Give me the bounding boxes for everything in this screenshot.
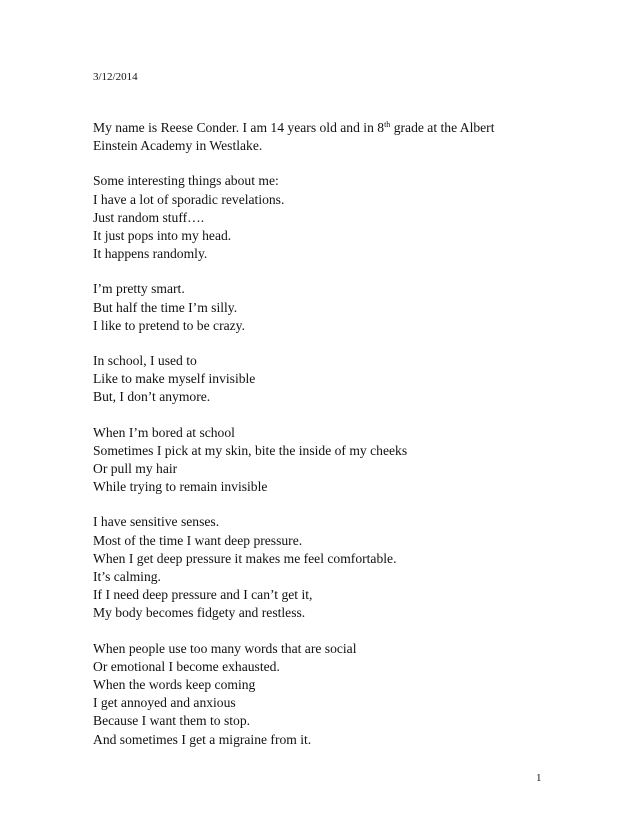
text-line: I have sensitive senses. xyxy=(93,514,220,530)
text-line: Some interesting things about me: xyxy=(93,173,279,189)
text-line: When I’m bored at school xyxy=(93,424,235,440)
text-line: I get annoyed and anxious xyxy=(93,695,236,711)
text-line: Most of the time I want deep pressure. xyxy=(93,532,303,548)
text-line: And sometimes I get a migraine from it. xyxy=(93,731,312,747)
text-line: Sometimes I pick at my skin, bite the inside of my cheeks xyxy=(93,442,408,458)
text-line: When people use too many words that are social xyxy=(93,640,357,656)
text-line: When the words keep coming xyxy=(93,677,256,693)
text-line: I have a lot of sporadic revelations. xyxy=(93,191,285,207)
paragraph-interesting-things xyxy=(93,172,563,263)
text-line: My body becomes fidgety and restless. xyxy=(93,605,306,621)
paragraph-smart-silly xyxy=(93,280,563,335)
paragraph-bored-at-school xyxy=(93,424,563,497)
text-line: When I get deep pressure it makes me feel comfortable. xyxy=(93,550,397,566)
paragraph-too-many-words xyxy=(93,640,563,749)
text-line: Like to make myself invisible xyxy=(93,371,256,387)
text-line: It happens randomly. xyxy=(93,246,208,262)
intro-line: Einstein Academy in Westlake. xyxy=(93,138,263,154)
text-line: But half the time I’m silly. xyxy=(93,299,238,315)
intro-line xyxy=(93,119,563,137)
intro-text-start: My name is Reese Conder. I am 14 years old and in 8 xyxy=(93,120,385,135)
paragraph-sensitive-senses xyxy=(93,513,563,622)
text-line: Just random stuff…. xyxy=(93,209,205,225)
text-line: But, I don’t anymore. xyxy=(93,389,211,405)
text-line: Or emotional I become exhausted. xyxy=(93,658,280,674)
ordinal-superscript: th xyxy=(384,120,391,129)
text-line: I like to pretend to be crazy. xyxy=(93,317,245,333)
text-line: Or pull my hair xyxy=(93,461,178,477)
text-line: I’m pretty smart. xyxy=(93,281,185,297)
text-line: If I need deep pressure and I can’t get it, xyxy=(93,587,313,603)
text-line: It’s calming. xyxy=(93,569,161,585)
text-line: While trying to remain invisible xyxy=(93,479,268,495)
paragraph-invisible xyxy=(93,352,563,407)
page-number: 1 xyxy=(536,772,542,784)
text-line: Because I want them to stop. xyxy=(93,713,251,729)
document-date: 3/12/2014 xyxy=(93,71,138,83)
intro-text-end: grade at the Albert xyxy=(390,120,495,135)
document-body xyxy=(93,119,563,766)
text-line: It just pops into my head. xyxy=(93,228,232,244)
text-line: In school, I used to xyxy=(93,353,197,369)
intro-paragraph xyxy=(93,119,563,155)
